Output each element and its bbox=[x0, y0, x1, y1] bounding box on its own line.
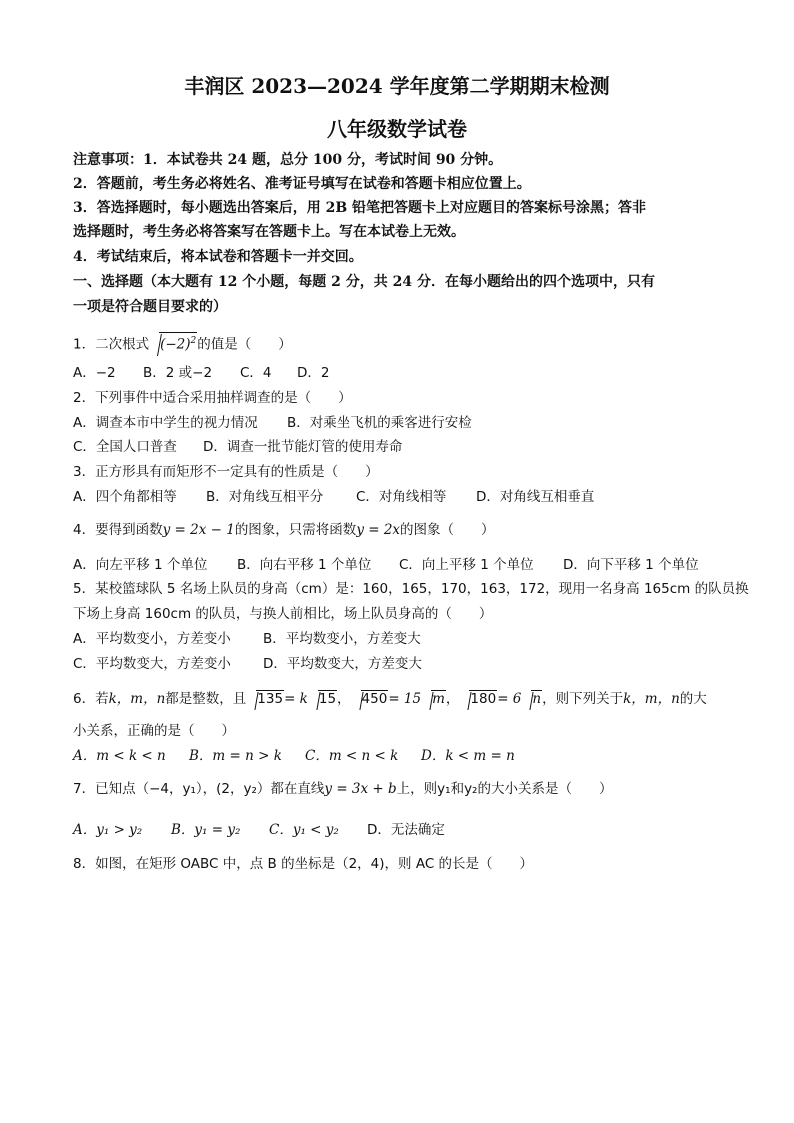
note-line-1: 注意事项：1．本试卷共 24 题，总分 100 分，考试时间 90 分钟。 bbox=[73, 152, 503, 168]
q3-option-b: B．对角线互相平分 bbox=[206, 489, 324, 505]
q6-text-2: ，则下列关于 bbox=[542, 691, 624, 707]
q5-option-b: B．平均数变小，方差变大 bbox=[263, 631, 421, 647]
q6-vars: k，m，n bbox=[108, 691, 166, 707]
q4-option-d: D．向下平移 1 个单位 bbox=[563, 557, 699, 573]
q6-radical-1: 135 bbox=[246, 690, 284, 708]
q4-option-b: B．向右平移 1 个单位 bbox=[237, 557, 372, 573]
q7-prefix: 7．已知点（−4，y₁），(2，y₂）都在直线 bbox=[73, 781, 325, 797]
q7-function: y = 3x + b bbox=[324, 781, 397, 797]
q6-text-3: 的大 bbox=[679, 691, 707, 707]
q6-option-c: C．m < n < k bbox=[305, 748, 399, 764]
q1-option-c: C．4 bbox=[240, 365, 272, 381]
q6-option-a: A．m < k < n bbox=[73, 748, 166, 764]
q1-radical bbox=[149, 332, 197, 354]
q1-suffix: 的值是（ ） bbox=[197, 336, 292, 353]
exam-subtitle: 八年级数学试卷 bbox=[327, 117, 467, 141]
q4-suffix: 的图象（ ） bbox=[400, 522, 495, 538]
q6-eq-2: = 15 bbox=[388, 691, 422, 707]
q4-function-2: y = 2x bbox=[356, 522, 401, 538]
q6-eq-3: = 6 bbox=[497, 691, 522, 707]
q3-option-c: C．对角线相等 bbox=[356, 489, 447, 505]
note-line-4: 选择题时，考生务必将答案写在答题卡上。写在本试卷上无效。 bbox=[73, 224, 465, 240]
q6-option-b: B．m = n > k bbox=[189, 748, 282, 764]
q2-options-row2 bbox=[73, 438, 402, 456]
q1-radicand: (−2) bbox=[160, 336, 191, 353]
q7-options bbox=[73, 821, 445, 839]
q1-options bbox=[73, 364, 329, 382]
q6-option-d: D．k < m = n bbox=[421, 748, 515, 764]
q7-option-c: C．y₁ < y₂ bbox=[269, 822, 339, 838]
q1-option-d: D．2 bbox=[297, 365, 330, 381]
q4-option-c: C．向上平移 1 个单位 bbox=[399, 557, 534, 573]
question-3: 3．正方形具有而矩形不一定具有的性质是（ ） bbox=[73, 464, 379, 480]
note-line-2: 2．答题前，考生务必将姓名、准考证号填写在试卷和答题卡相应位置上。 bbox=[73, 176, 531, 192]
note-line-5: 4．考试结束后，将本试卷和答题卡一并交回。 bbox=[73, 249, 363, 265]
q1-option-b: B．2 或−2 bbox=[143, 365, 213, 381]
q6-radical-3: 450 bbox=[351, 690, 389, 708]
q7-option-d: D．无法确定 bbox=[367, 822, 445, 838]
q5-options-row1 bbox=[73, 630, 421, 648]
question-7 bbox=[73, 780, 612, 798]
q4-option-a: A．向左平移 1 个单位 bbox=[73, 557, 208, 573]
q5-option-c: C．平均数变大，方差变小 bbox=[73, 656, 231, 672]
q6-prefix: 6．若 bbox=[73, 691, 109, 707]
section-heading-1: 一、选择题（本大题有 12 个小题，每题 2 分，共 24 分．在每小题给出的四个选项中，只有 bbox=[73, 274, 655, 290]
question-2: 2．下列事件中适合采用抽样调查的是（ ） bbox=[73, 390, 352, 406]
q3-option-d: D．对角线互相垂直 bbox=[476, 489, 595, 505]
q6-vars-2: k，m，n bbox=[623, 691, 680, 707]
q5-options-row2 bbox=[73, 655, 422, 673]
q2-option-b: B．对乘坐飞机的乘客进行安检 bbox=[287, 415, 472, 431]
question-6-line-2: 小关系，正确的是（ ） bbox=[73, 723, 235, 739]
q4-options bbox=[73, 556, 699, 574]
q4-prefix: 4．要得到函数 bbox=[73, 522, 163, 538]
q2-option-c: C．全国人口普查 bbox=[73, 439, 177, 455]
q7-suffix: 上，则y₁和y₂的大小关系是（ ） bbox=[396, 781, 613, 797]
q3-options bbox=[73, 488, 594, 506]
q6-radical-4: m bbox=[421, 690, 446, 708]
q1-prefix: 1．二次根式 bbox=[73, 336, 150, 353]
q6-radical-5: 180 bbox=[459, 690, 497, 708]
q1-option-a: A．−2 bbox=[73, 365, 116, 381]
q5-option-a: A．平均数变小，方差变小 bbox=[73, 631, 231, 647]
section-heading-2: 一项是符合题目要求的） bbox=[73, 299, 227, 315]
q6-radical-2: 15 bbox=[308, 690, 337, 708]
q2-option-a: A．调查本市中学生的视力情况 bbox=[73, 415, 258, 431]
question-5-line-1: 5．某校篮球队 5 名场上队员的身高（cm）是：160，165，170，163，172，现用一名身高 165cm 的队员换 bbox=[73, 581, 749, 597]
q1-exponent: 2 bbox=[190, 336, 197, 346]
q2-options-row1 bbox=[73, 414, 472, 432]
question-6: 6．若k，m，n都是整数，且 135= k 15， 450= 15 m， 180= 6 n，则下列关于k，m，n的大 bbox=[73, 691, 707, 707]
q7-option-b: B．y₁ = y₂ bbox=[171, 822, 241, 838]
question-8: 8．如图，在矩形 OABC 中，点 B 的坐标是（2，4)，则 AC 的长是（ ） bbox=[73, 856, 534, 872]
q5-option-d: D．平均数变大，方差变大 bbox=[263, 656, 422, 672]
note-line-3: 3．答选择题时，每小题选出答案后，用 2B 铅笔把答题卡上对应题目的答案标号涂黑；答非 bbox=[73, 200, 647, 216]
question-5-line-2: 下场上身高 160cm 的队员，与换人前相比，场上队员身高的（ ） bbox=[73, 606, 493, 622]
q7-option-a: A．y₁ > y₂ bbox=[73, 822, 143, 838]
question-1 bbox=[73, 332, 292, 354]
question-4 bbox=[73, 521, 495, 539]
exam-title: 丰润区 2023—2024 学年度第二学期期末检测 bbox=[184, 74, 610, 98]
q6-radical-6: n bbox=[521, 690, 542, 708]
q4-function-1: y = 2x − 1 bbox=[162, 522, 235, 538]
q6-text-1: 都是整数，且 bbox=[165, 691, 247, 707]
q6-options bbox=[73, 747, 515, 765]
q3-option-a: A．四个角都相等 bbox=[73, 489, 177, 505]
q6-eq-1: = k bbox=[284, 691, 308, 707]
q2-option-d: D．调查一批节能灯管的使用寿命 bbox=[203, 439, 403, 455]
q4-middle: 的图象，只需将函数 bbox=[234, 522, 357, 538]
